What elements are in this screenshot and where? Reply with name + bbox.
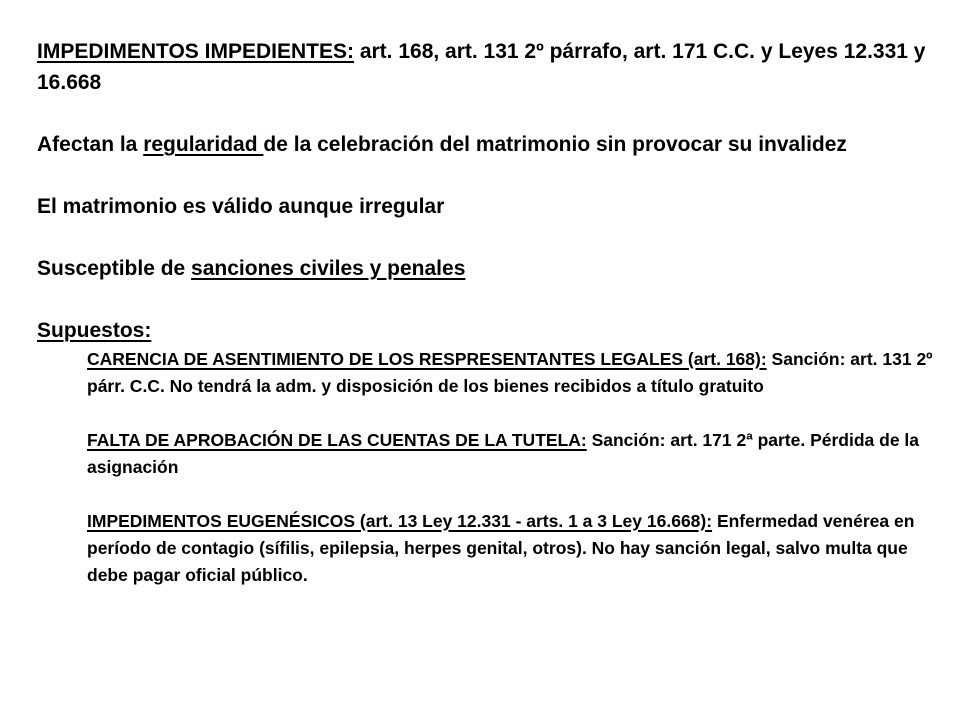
impedimentos-impedientes-label: IMPEDIMENTOS IMPEDIENTES: xyxy=(37,40,354,63)
supuesto-heading: FALTA DE APROBACIÓN DE LAS CUENTAS DE LA TUTELA: xyxy=(87,430,587,450)
spacer xyxy=(37,160,949,191)
regularidad-paragraph xyxy=(37,129,949,160)
supuestos-title xyxy=(37,315,949,346)
spacer xyxy=(37,481,949,508)
supuesto-item-asentimiento xyxy=(87,346,942,400)
regularidad-before: Afectan la xyxy=(37,133,144,156)
supuesto-body: Sanción: art. 171 2ª parte. Pérdida de la asignación xyxy=(87,430,920,477)
supuesto-body: Enfermedad venérea en período de contagio (sífilis, epilepsia, herpes genital, otros). No hay sanción legal, salvo multa que debe pagar oficial público. xyxy=(87,511,915,585)
regularidad-underlined: regularidad xyxy=(143,133,264,156)
regularidad-after: de la celebración del matrimonio sin provocar su invalidez xyxy=(263,133,847,156)
spacer xyxy=(37,400,949,427)
spacer xyxy=(37,98,949,129)
supuesto-item-eugenesicos xyxy=(87,508,942,589)
spacer xyxy=(37,222,949,253)
impedimentos-impedientes-paragraph xyxy=(37,36,949,98)
sanciones-paragraph xyxy=(37,253,949,284)
supuesto-heading: CARENCIA DE ASENTIMIENTO DE LOS RESPRESENTANTES LEGALES (art. 168): xyxy=(87,349,767,369)
sanciones-underlined: sanciones civiles y penales xyxy=(191,257,466,280)
impedimentos-impedientes-text: art. 168, art. 131 2º párrafo, art. 171 C.C. y Leyes 12.331 y 16.668 xyxy=(37,40,926,94)
valido-paragraph: El matrimonio es válido aunque irregular xyxy=(37,195,445,218)
supuesto-item-tutela xyxy=(87,427,942,481)
supuesto-body: Sanción: art. 131 2º párr. C.C. No tendrá la adm. y disposición de los bienes recibidos a título gratuito xyxy=(87,349,933,396)
supuesto-heading: IMPEDIMENTOS EUGENÉSICOS (art. 13 Ley 12.331 - arts. 1 a 3 Ley 16.668): xyxy=(87,511,713,531)
spacer xyxy=(37,284,949,315)
supuestos-title-text: Supuestos: xyxy=(37,319,152,342)
sanciones-before: Susceptible de xyxy=(37,257,192,280)
slide-content xyxy=(37,36,949,589)
